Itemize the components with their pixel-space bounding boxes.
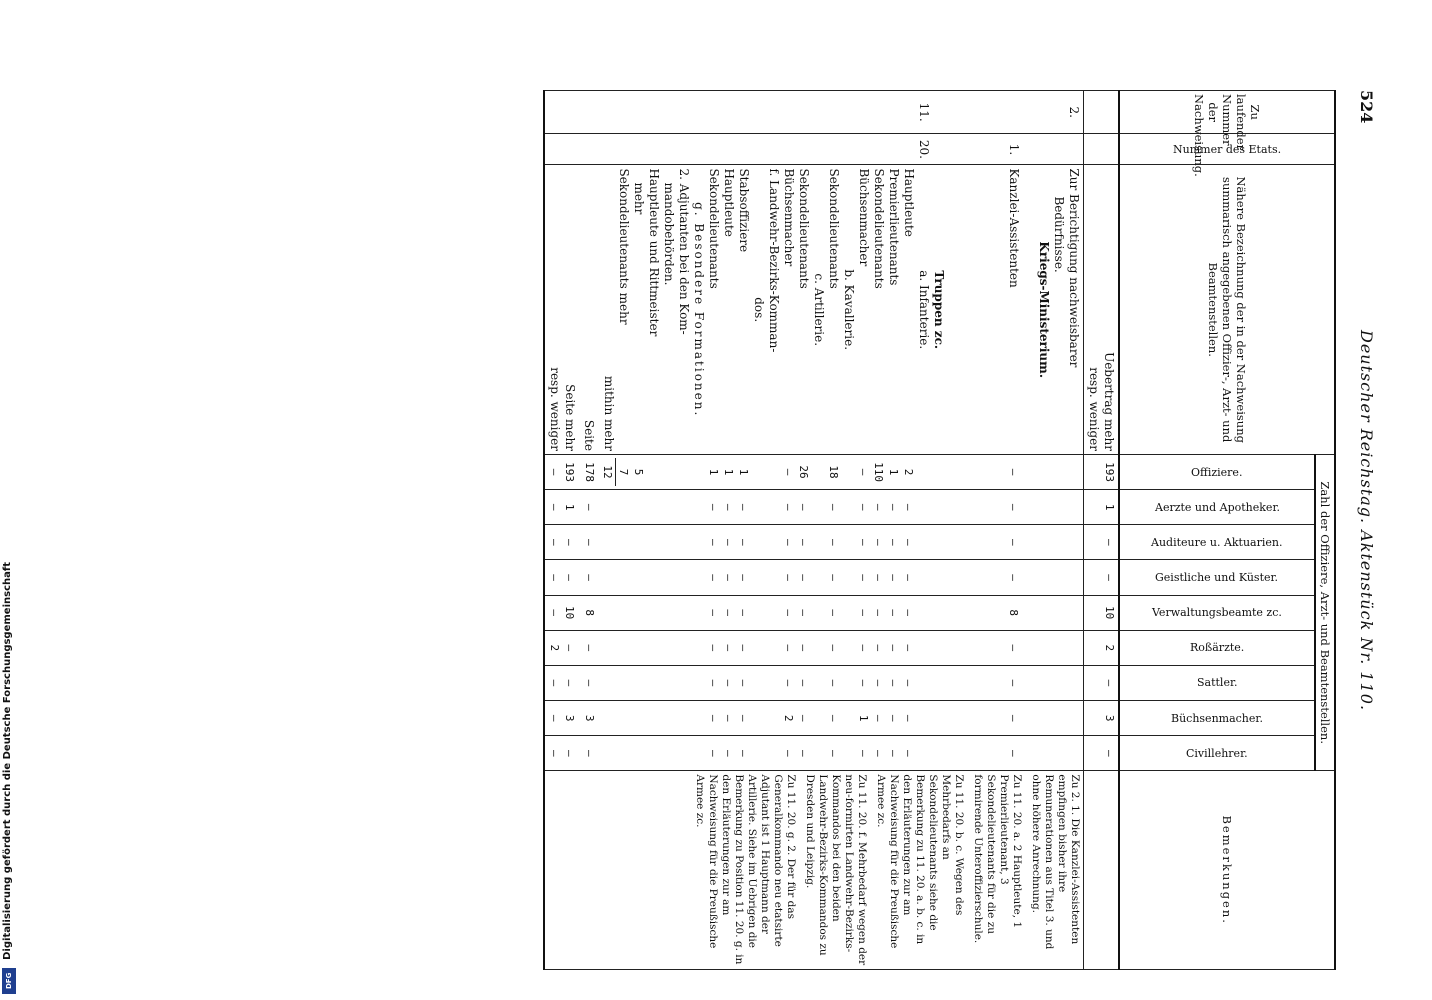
seite-row: Seite 178 — — — 8 — — 3 — (579, 91, 598, 970)
col-group-header: Zahl der Offiziere, Arzt- und Beamtenstellen. (1315, 454, 1335, 770)
bezeichnung-cell: Zur Berichtigung nachweisbarer Bedürfnisse. Kriegs-Ministerium. Kanzlei-Assistenten Truppen zc. a. Infanterie. Hauptleute Premierlieutenants Sekondelieutenants Büchsenmacher b. Kavallerie. Sekondelieutenants c. Artillerie. Sekondelieutenants Büchsenmacher f. Landwehr-Bezirks-Komman- dos. Stabsoffiziere Hauptleute Sekondelieutenants g. Besondere Formationen. 2. Adjutanten bei den Kom- mandobehörden. Hauptleute und Rittmeister mehr Sekondelieutenants mehr mithin mehr (598, 165, 1084, 455)
col-bezeichnung-header: Nähere Bezeichnung der in der Nachweisung summarisch angegebenen Offizier-, Arzt- und Beamtenstellen. (1119, 165, 1335, 455)
page-header (1348, 90, 1380, 970)
col-offiziere: Offiziere. (1119, 454, 1315, 489)
margin-strip (0, 0, 26, 1000)
etat-20: 20. (917, 139, 931, 159)
uebertrag-row: Uebertrag mehr resp. weniger 193 1 — — 10 2 — 3 — (1084, 91, 1120, 970)
document-page (200, 90, 1380, 970)
remark-4: Zu 11. 20. f. Mehrbedarf wegen der neu-formirten Landwehr-Bezirks-Kommandos bei den beiden Landwehr-Bezirks-Kommandos zu Dresden und Leipzig. (804, 774, 868, 966)
main-body-row: 2. 11. 1. 20. Zur Berichtigung nachweisbarer Bedürfnisse. Kriegs-Ministerium. Kanzlei-Assistenten Truppen zc. a. Infanterie. Hauptleute Premierlieutenants Sekondelieutenants Büchsenmacher b. Kavallerie. Sekondelieutenants c. Artillerie. Sekondelieutenants Büchsenmacher f. Landwehr-Bezirks-Komman- dos. Stabsoffiziere Hauptleute Sekondelieutenants g. Besondere Formationen. 2. Adjutanten bei den Kom- mandobehörden. Hauptleute und Rittmeister mehr Sekondelieutenants mehr mithin mehr — 2 1 110 — 18 26 — 1 1 1 5 7 12 — — — — — — — — — — — — — — — — — — — — — — — — — — — — — — — — — 8 — — — — — — — — — — — — — — — — — — — — — — — — — — — — — — — — — — — — 1 — — 2 — — — — — — — — — — — — — — Zu 2. 1. Die Kanzlei-Assistenten empfingen bisher ihre Remunerationen aus Titel 3. und ohne höhere Anrechnung. Zu 11. 20. a. 2 Hauptleute, 1 Premierlieutenant, 3 Sekondelieutenants für die zu formirende Unteroffizierschule. Zu 11. 20. b. c. Wegen des Mehrbedarfs an Sekondelieutenants siehe die Bemerkung zu 11. 20. a. b. c. in den Erläuterungen zur am Nachweisung für die Preußische Armee zc. Zu 11. 20. f. Mehrbedarf wegen der neu-formirten Landwehr-Bezirks-Kommandos bei den beiden Landwehr-Bezirks-Kommandos zu Dresden und Leipzig. Zu 11. 20. g. 2. Der für das Generalkommando neu etatsirte Adjutant ist 1 Hauptmann der Artillerie. Siehe im Uebrigen die Bemerkung zu Position 11. 20. g. in den Erläuterungen zur am Nachweisung für die Preußische Armee zc. (598, 91, 1084, 970)
remark-2: Zu 11. 20. a. 2 Hauptleute, 1 Premierlieutenant, 3 Sekondelieutenants für die zu formirende Unteroffizierschule. (972, 774, 1023, 944)
col-aerzte: Aerzte und Apotheker. (1119, 490, 1315, 525)
col-etat-header: Nummer des Etats. (1119, 134, 1335, 165)
seite-mehr-row: Seite mehr resp. weniger 193 — 1 — — — — — 10 — — 2 — — 3 — — — (544, 91, 579, 970)
col-sattler: Sattler. (1119, 665, 1315, 700)
page-number: 524 (1357, 90, 1376, 124)
page-title: Deutscher Reichstag. Aktenstück Nr. 110. (1357, 330, 1376, 712)
remark-5: Zu 11. 20. g. 2. Der für das Generalkommando neu etatsirte Adjutant ist 1 Hauptmann der Artillerie. Siehe im Uebrigen die Bemerkung zu Position 11. 20. g. in den Erläuterungen zur am Nachweisung für die Preußische Armee zc. (694, 774, 797, 965)
lfd-11: 11. (917, 102, 931, 122)
col-auditeure: Auditeure u. Aktuarien. (1119, 525, 1315, 560)
dfg-logo: DFG (2, 968, 16, 994)
col-geistliche: Geistliche und Küster. (1119, 560, 1315, 595)
digitization-note: Digitalisierung gefördert durch die Deutsche Forschungsgemeinschaft (2, 562, 13, 960)
bemerkungen-cell (598, 771, 1084, 970)
nachweisung-table (543, 90, 1336, 970)
col-buechsenmacher: Büchsenmacher. (1119, 701, 1315, 736)
remark-3: Zu 11. 20. b. c. Wegen des Mehrbedarfs an Sekondelieutenants siehe die Bemerkung zu 11. 20. a. b. c. in den Erläuterungen zur am Nachweisung für die Preußische Armee zc. (875, 774, 965, 949)
col-verwaltung: Verwaltungsbeamte zc. (1119, 595, 1315, 630)
col-lfd-header: Zu laufender Nummer der Nachweisung. (1119, 91, 1335, 134)
offiziere-values: — 2 1 110 — 18 26 — 1 1 1 5 7 12 (598, 454, 1084, 489)
col-bemerkungen-header: Bemerkungen. (1119, 771, 1335, 970)
col-civillehrer: Civillehrer. (1119, 736, 1315, 771)
lfd-2: 2. (1067, 106, 1081, 118)
remark-1: Zu 2. 1. Die Kanzlei-Assistenten empfingen bisher ihre Remunerationen aus Titel 3. und ohne höhere Anrechnung. (1030, 774, 1081, 950)
col-rossaerzte: Roßärzte. (1119, 630, 1315, 665)
etat-1: 1. (1007, 143, 1021, 156)
